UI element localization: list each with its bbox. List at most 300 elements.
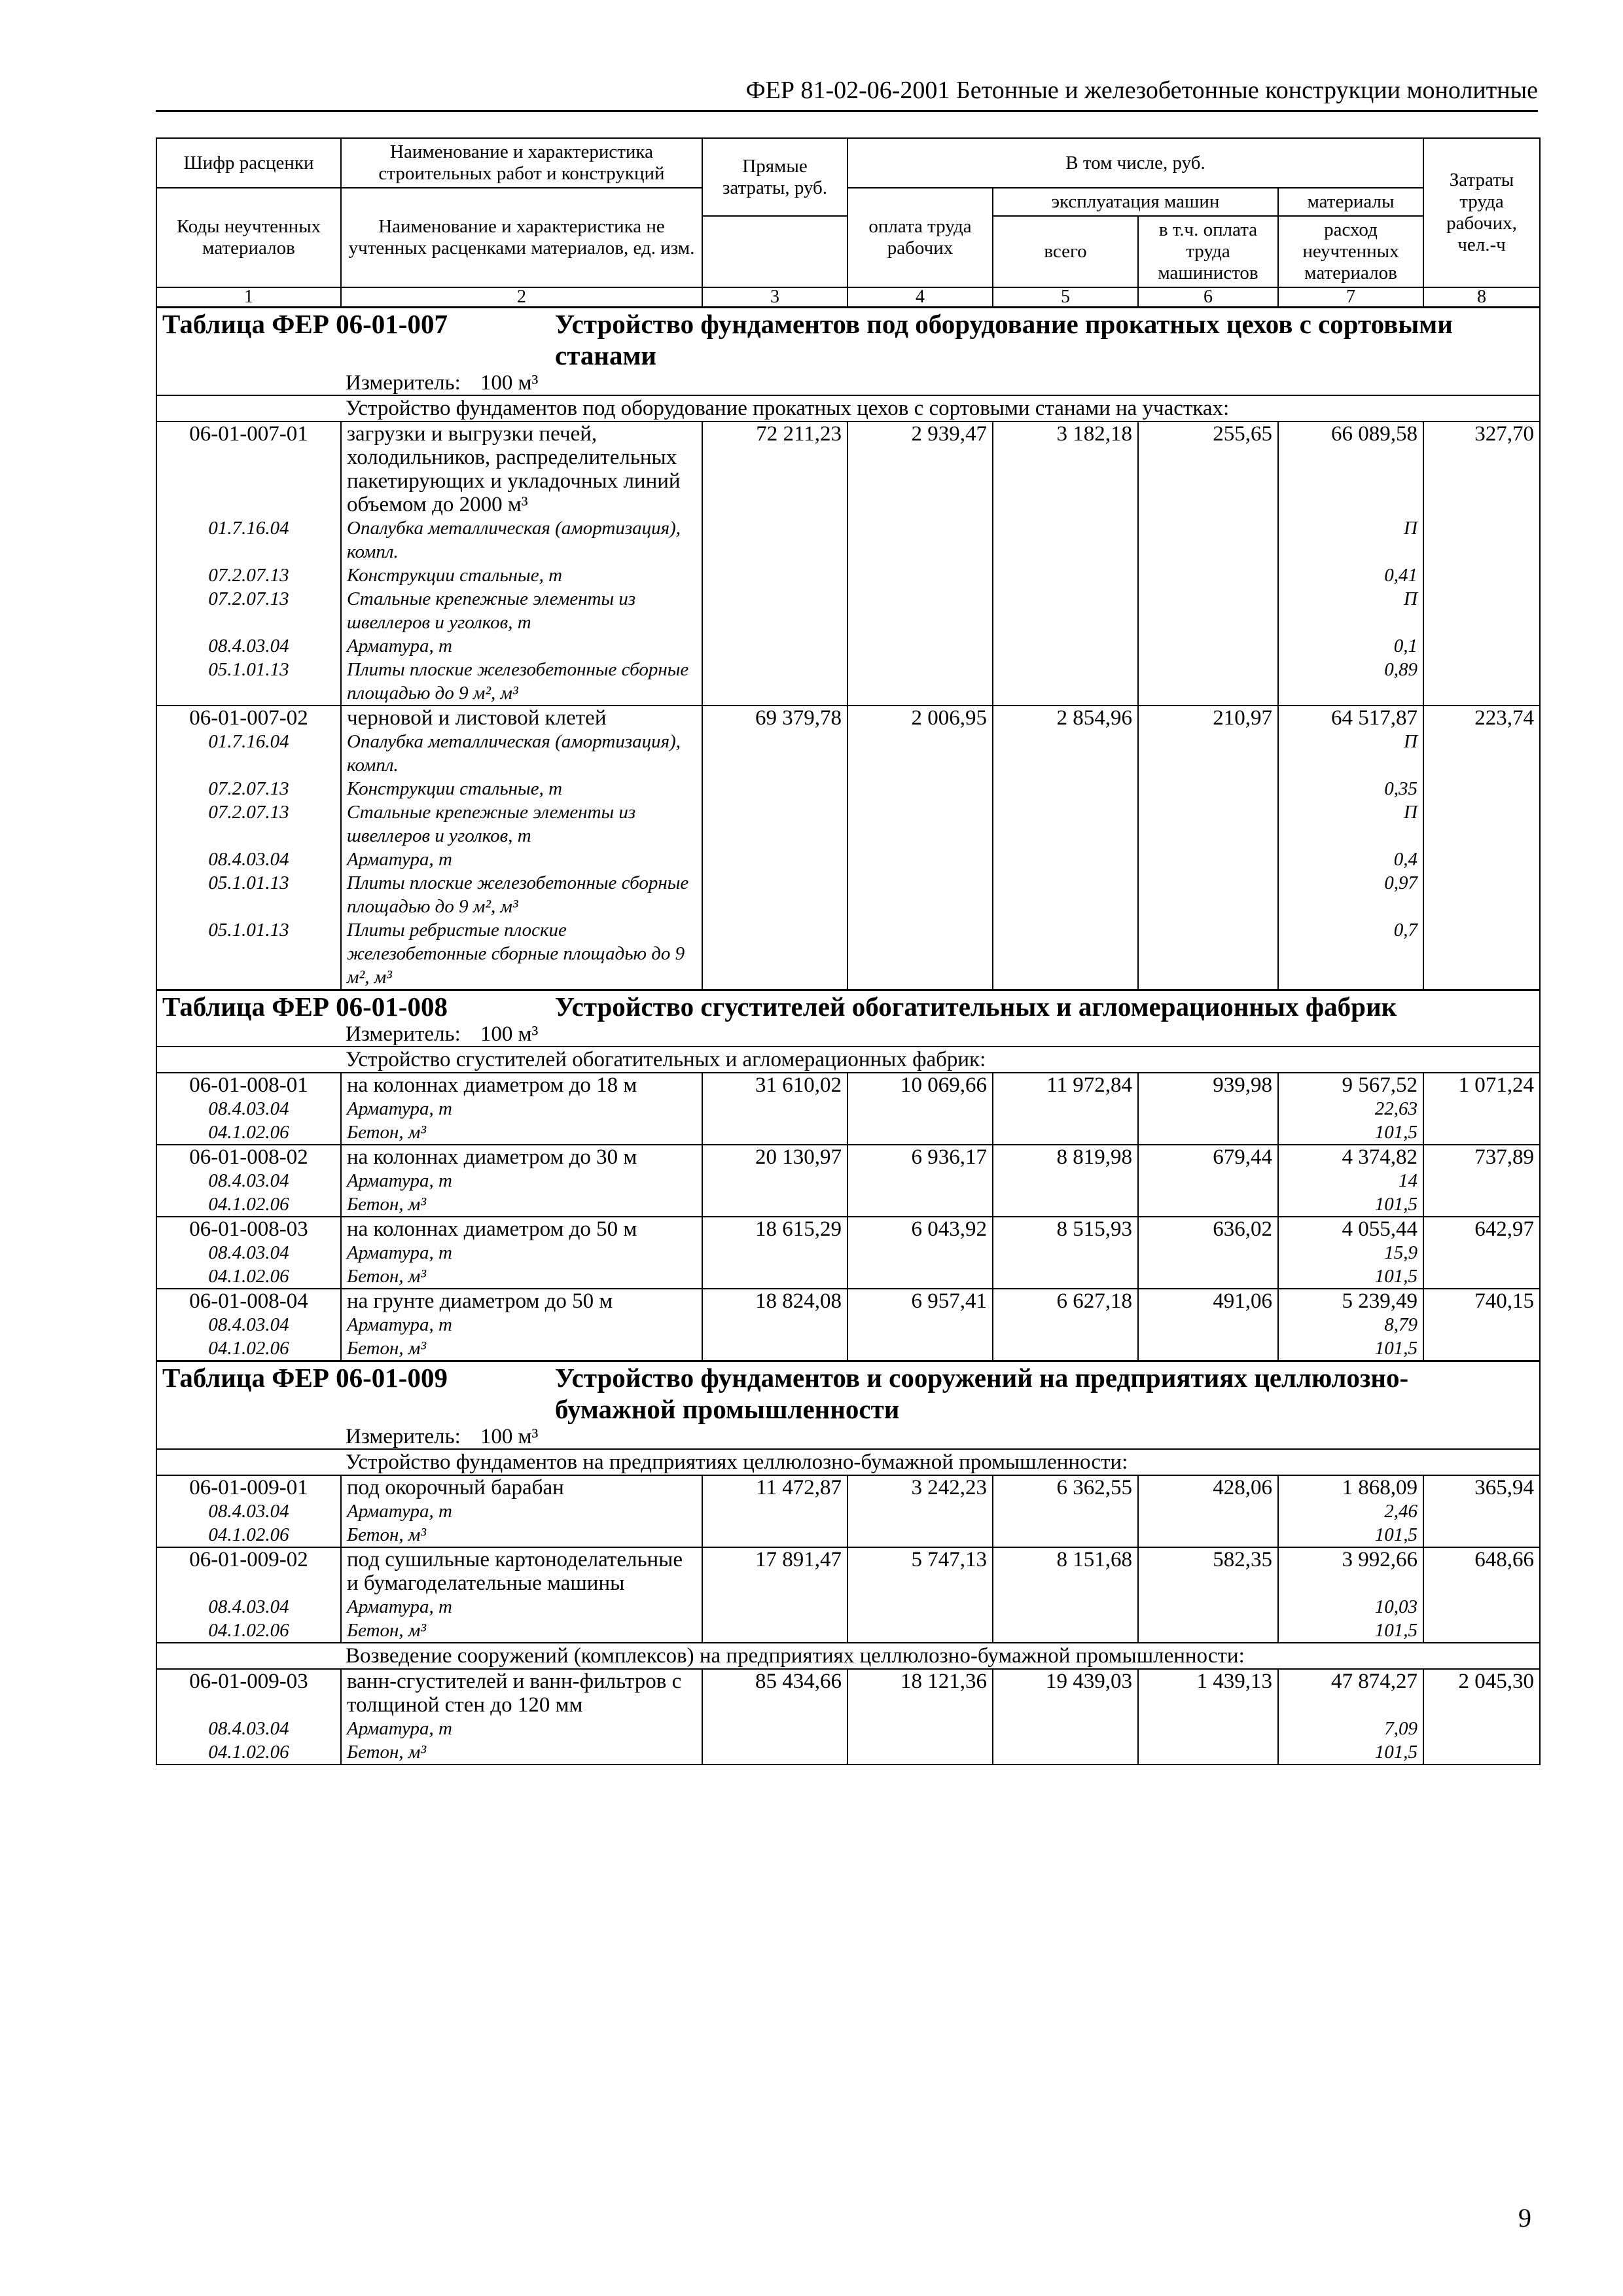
material-row (156, 1313, 1540, 1336)
empty-cell (702, 1619, 847, 1643)
empty-cell (993, 1121, 1138, 1145)
empty-cell (702, 634, 847, 658)
material-code: 04.1.02.06 (156, 1193, 341, 1217)
material-row (156, 871, 1540, 918)
material-consumption: 101,5 (1278, 1336, 1423, 1361)
column-number: 6 (1138, 287, 1278, 308)
empty-cell (993, 516, 1138, 564)
rate-machinists: 939,98 (1138, 1073, 1278, 1097)
empty-cell (1138, 1313, 1278, 1336)
empty-cell (1423, 730, 1540, 777)
material-name: Плиты плоские железобетонные сборные площадью до 9 м², м³ (341, 658, 702, 706)
meter-value: 100 м³ (480, 371, 539, 395)
rate-row (156, 1217, 1540, 1241)
empty-cell (993, 777, 1138, 800)
empty-cell (993, 1313, 1138, 1336)
rate-direct-cost: 11 472,87 (702, 1475, 847, 1499)
empty-cell (702, 516, 847, 564)
material-name: Арматура, т (341, 1595, 702, 1619)
rate-materials: 4 374,82 (1278, 1145, 1423, 1169)
empty-cell (993, 1169, 1138, 1193)
material-consumption: 0,35 (1278, 777, 1423, 800)
rate-materials: 5 239,49 (1278, 1289, 1423, 1313)
rate-machinists: 210,97 (1138, 706, 1278, 730)
material-code: 08.4.03.04 (156, 1241, 341, 1265)
material-row (156, 1595, 1540, 1619)
empty-cell (993, 1717, 1138, 1740)
empty-cell (702, 730, 847, 777)
rate-direct-cost: 69 379,78 (702, 706, 847, 730)
column-number: 3 (702, 287, 847, 308)
rate-machinists: 1 439,13 (1138, 1669, 1278, 1717)
material-consumption: 14 (1278, 1169, 1423, 1193)
material-consumption: 101,5 (1278, 1619, 1423, 1643)
material-consumption: 8,79 (1278, 1313, 1423, 1336)
empty-cell (702, 1097, 847, 1121)
empty-cell (993, 871, 1138, 918)
empty-cell (1423, 587, 1540, 634)
material-consumption: 10,03 (1278, 1595, 1423, 1619)
rate-materials: 4 055,44 (1278, 1217, 1423, 1241)
material-code: 07.2.07.13 (156, 777, 341, 800)
table-header (156, 138, 1540, 308)
material-consumption: 101,5 (1278, 1523, 1423, 1547)
material-code: 08.4.03.04 (156, 848, 341, 871)
rate-row (156, 1669, 1540, 1717)
material-name: Арматура, т (341, 1313, 702, 1336)
rate-wages: 2 006,95 (847, 706, 993, 730)
material-row (156, 1499, 1540, 1523)
table-code: Таблица ФЕР 06-01-009 (162, 1363, 448, 1393)
material-row (156, 658, 1540, 706)
col-materials-header: материалы (1278, 188, 1423, 216)
material-code: 08.4.03.04 (156, 1097, 341, 1121)
rate-direct-cost: 17 891,47 (702, 1547, 847, 1595)
material-row (156, 1717, 1540, 1740)
rate-materials: 1 868,09 (1278, 1475, 1423, 1499)
rate-machinists: 255,65 (1138, 422, 1278, 516)
empty-cell (702, 587, 847, 634)
empty-cell (847, 1499, 993, 1523)
empty-cell (847, 1241, 993, 1265)
rate-materials: 9 567,52 (1278, 1073, 1423, 1097)
rate-machinists: 428,06 (1138, 1475, 1278, 1499)
empty-cell (702, 1265, 847, 1289)
rate-labor: 327,70 (1423, 422, 1540, 516)
group-title-cell (156, 1449, 1540, 1475)
rate-name: под сушильные картоноделательные и бумагоделательные машины (341, 1547, 702, 1595)
rate-materials: 3 992,66 (1278, 1547, 1423, 1595)
group-title: Возведение сооружений (комплексов) на предприятиях целлюлозно-бумажной промышленности: (346, 1644, 1245, 1668)
material-code: 04.1.02.06 (156, 1336, 341, 1361)
empty-cell (847, 777, 993, 800)
rate-row (156, 1073, 1540, 1097)
rate-code: 06-01-008-04 (156, 1289, 341, 1313)
material-row (156, 516, 1540, 564)
group-title-cell (156, 1047, 1540, 1073)
material-code: 05.1.01.13 (156, 918, 341, 990)
empty-cell (702, 658, 847, 706)
rate-labor: 740,15 (1423, 1289, 1540, 1313)
material-row (156, 564, 1540, 587)
material-row (156, 848, 1540, 871)
empty-cell (847, 1193, 993, 1217)
empty-cell (702, 1717, 847, 1740)
empty-cell (993, 1619, 1138, 1643)
empty-cell (993, 1241, 1138, 1265)
material-code: 07.2.07.13 (156, 587, 341, 634)
empty-cell (1423, 1265, 1540, 1289)
rate-code: 06-01-009-03 (156, 1669, 341, 1717)
empty-cell (1423, 848, 1540, 871)
rate-materials: 66 089,58 (1278, 422, 1423, 516)
empty-cell (702, 1313, 847, 1336)
empty-cell (1138, 1523, 1278, 1547)
empty-cell (702, 1595, 847, 1619)
rate-machines: 8 151,68 (993, 1547, 1138, 1595)
material-row (156, 1619, 1540, 1643)
rate-name: ванн-сгустителей и ванн-фильтров с толщиной стен до 120 мм (341, 1669, 702, 1717)
empty-cell (993, 587, 1138, 634)
rate-machines: 11 972,84 (993, 1073, 1138, 1097)
table-title-row (156, 1361, 1540, 1426)
empty-cell (847, 516, 993, 564)
rate-labor: 2 045,30 (1423, 1669, 1540, 1717)
empty-cell (1138, 564, 1278, 587)
empty-cell (993, 800, 1138, 848)
empty-cell (1423, 1193, 1540, 1217)
empty-cell (1423, 1619, 1540, 1643)
rate-direct-cost: 18 824,08 (702, 1289, 847, 1313)
material-name: Опалубка металлическая (амортизация), компл. (341, 730, 702, 777)
empty-cell (1138, 800, 1278, 848)
empty-cell (847, 918, 993, 990)
running-header: ФЕР 81-02-06-2001 Бетонные и железобетонные конструкции монолитные (156, 73, 1538, 112)
material-name: Арматура, т (341, 1097, 702, 1121)
material-name: Конструкции стальные, т (341, 777, 702, 800)
meter-row (156, 1425, 1540, 1449)
material-consumption: 0,97 (1278, 871, 1423, 918)
material-row (156, 1336, 1540, 1361)
empty-cell (702, 777, 847, 800)
material-name: Плиты ребристые плоские железобетонные сборные площадью до 9 м², м³ (341, 918, 702, 990)
group-title: Устройство фундаментов под оборудование прокатных цехов с сортовыми станами на участках: (346, 397, 1230, 420)
table-title-row (156, 308, 1540, 372)
material-code: 04.1.02.06 (156, 1740, 341, 1765)
rate-machines: 8 819,98 (993, 1145, 1138, 1169)
empty-cell (993, 848, 1138, 871)
empty-cell (1138, 634, 1278, 658)
meter-cell (156, 1425, 1540, 1449)
empty-cell (847, 1523, 993, 1547)
material-consumption: 101,5 (1278, 1193, 1423, 1217)
table-body (156, 308, 1540, 1765)
empty-cell (847, 1121, 993, 1145)
empty-cell (847, 587, 993, 634)
material-consumption: П (1278, 730, 1423, 777)
col-labor-header: Затраты труда рабочих, чел.-ч (1423, 138, 1540, 287)
material-code: 08.4.03.04 (156, 634, 341, 658)
empty-cell (1423, 1241, 1540, 1265)
empty-cell (1423, 658, 1540, 706)
table-title-row (156, 990, 1540, 1023)
material-row (156, 1740, 1540, 1765)
empty-cell (993, 1499, 1138, 1523)
empty-cell (847, 1265, 993, 1289)
empty-cell (1138, 1717, 1278, 1740)
rate-direct-cost: 20 130,97 (702, 1145, 847, 1169)
material-name: Бетон, м³ (341, 1740, 702, 1765)
empty-cell (1423, 1313, 1540, 1336)
group-row (156, 1047, 1540, 1073)
empty-cell (1423, 1717, 1540, 1740)
rate-labor: 648,66 (1423, 1547, 1540, 1595)
empty-cell (1138, 1336, 1278, 1361)
material-consumption: П (1278, 516, 1423, 564)
material-code: 08.4.03.04 (156, 1717, 341, 1740)
material-name: Бетон, м³ (341, 1121, 702, 1145)
material-consumption: 0,7 (1278, 918, 1423, 990)
empty-cell (993, 1265, 1138, 1289)
meter-cell (156, 371, 1540, 395)
table-title (156, 308, 1540, 372)
table-code: Таблица ФЕР 06-01-007 (162, 309, 448, 339)
column-number: 1 (156, 287, 341, 308)
meter-label: Измеритель: (346, 371, 461, 395)
empty-cell (847, 1169, 993, 1193)
empty-cell (847, 634, 993, 658)
empty-cell (1423, 1097, 1540, 1121)
table-code: Таблица ФЕР 06-01-008 (162, 992, 448, 1022)
table-title (156, 990, 1540, 1023)
rate-name: на грунте диаметром до 50 м (341, 1289, 702, 1313)
group-row (156, 395, 1540, 422)
rate-wages: 6 936,17 (847, 1145, 993, 1169)
meter-value: 100 м³ (480, 1022, 539, 1046)
material-code: 08.4.03.04 (156, 1313, 341, 1336)
col-cipher-header: Шифр расценки (156, 138, 341, 188)
empty-cell (702, 1121, 847, 1145)
empty-cell (1138, 1740, 1278, 1765)
rate-code: 06-01-007-01 (156, 422, 341, 516)
material-row (156, 634, 1540, 658)
empty-cell (1423, 564, 1540, 587)
material-name: Арматура, т (341, 1717, 702, 1740)
empty-cell (1138, 1121, 1278, 1145)
empty-cell (993, 1523, 1138, 1547)
empty-cell (993, 658, 1138, 706)
empty-cell (1138, 587, 1278, 634)
column-number: 5 (993, 287, 1138, 308)
material-code: 08.4.03.04 (156, 1499, 341, 1523)
material-row (156, 1121, 1540, 1145)
rate-materials: 47 874,27 (1278, 1669, 1423, 1717)
rate-row (156, 706, 1540, 730)
rate-code: 06-01-007-02 (156, 706, 341, 730)
empty-cell (702, 1193, 847, 1217)
empty-cell (993, 1336, 1138, 1361)
empty-cell (847, 658, 993, 706)
material-row (156, 1523, 1540, 1547)
empty-cell (702, 1740, 847, 1765)
meter-label: Измеритель: (346, 1425, 461, 1448)
rate-name: на колоннах диаметром до 50 м (341, 1217, 702, 1241)
rate-row (156, 1547, 1540, 1595)
material-name: Конструкции стальные, т (341, 564, 702, 587)
empty-cell (847, 1740, 993, 1765)
empty-cell (1423, 800, 1540, 848)
table-name: Устройство фундаментов и сооружений на предприятиях целлюлозно-бумажной промышленности (555, 1363, 1409, 1424)
rate-labor: 642,97 (1423, 1217, 1540, 1241)
column-number: 8 (1423, 287, 1540, 308)
empty-cell (993, 634, 1138, 658)
empty-cell (1423, 777, 1540, 800)
material-consumption: П (1278, 800, 1423, 848)
empty-cell (847, 1313, 993, 1336)
rate-machines: 3 182,18 (993, 422, 1138, 516)
empty-cell (1138, 1595, 1278, 1619)
rate-code: 06-01-009-02 (156, 1547, 341, 1595)
group-title-cell (156, 395, 1540, 422)
empty-cell (1138, 777, 1278, 800)
rate-wages: 5 747,13 (847, 1547, 993, 1595)
material-consumption: 0,4 (1278, 848, 1423, 871)
col-material-name-header: Наименование и характеристика не учтенных расценками материалов, ед. изм. (341, 188, 702, 287)
empty-cell (847, 1097, 993, 1121)
empty-cell (702, 1241, 847, 1265)
empty-cell (993, 730, 1138, 777)
col-materials-sub-header: расход неучтенных материалов (1278, 216, 1423, 287)
empty-cell (1138, 1499, 1278, 1523)
empty-cell (1138, 1193, 1278, 1217)
empty-cell (1138, 1097, 1278, 1121)
empty-cell (702, 564, 847, 587)
material-consumption: 0,89 (1278, 658, 1423, 706)
empty-cell (1138, 658, 1278, 706)
empty-cell (702, 800, 847, 848)
rate-labor: 1 071,24 (1423, 1073, 1540, 1097)
material-code: 07.2.07.13 (156, 800, 341, 848)
rate-machinists: 636,02 (1138, 1217, 1278, 1241)
material-row (156, 1097, 1540, 1121)
rate-wages: 6 957,41 (847, 1289, 993, 1313)
rate-direct-cost: 18 615,29 (702, 1217, 847, 1241)
rate-code: 06-01-009-01 (156, 1475, 341, 1499)
table-title (156, 1361, 1540, 1426)
rate-direct-cost: 72 211,23 (702, 422, 847, 516)
material-name: Арматура, т (341, 1169, 702, 1193)
empty-cell (847, 730, 993, 777)
material-name: Бетон, м³ (341, 1523, 702, 1547)
material-consumption: 7,09 (1278, 1717, 1423, 1740)
empty-cell (1423, 871, 1540, 918)
empty-cell (993, 918, 1138, 990)
material-row (156, 1169, 1540, 1193)
rate-row (156, 1145, 1540, 1169)
page-number: 9 (1518, 2203, 1531, 2233)
empty-cell (1138, 1619, 1278, 1643)
material-row (156, 1265, 1540, 1289)
empty-cell (1138, 516, 1278, 564)
table-name: Устройство сгустителей обогатительных и агломерационных фабрик (555, 992, 1397, 1022)
rate-wages: 3 242,23 (847, 1475, 993, 1499)
material-name: Плиты плоские железобетонные сборные площадью до 9 м², м³ (341, 871, 702, 918)
empty-cell (702, 1169, 847, 1193)
material-consumption: 0,41 (1278, 564, 1423, 587)
meter-row (156, 1022, 1540, 1047)
rate-machines: 6 362,55 (993, 1475, 1138, 1499)
empty-cell (847, 1717, 993, 1740)
material-name: Опалубка металлическая (амортизация), компл. (341, 516, 702, 564)
material-code: 08.4.03.04 (156, 1169, 341, 1193)
material-consumption: 101,5 (1278, 1121, 1423, 1145)
rate-labor: 737,89 (1423, 1145, 1540, 1169)
material-row (156, 1241, 1540, 1265)
group-title: Устройство сгустителей обогатительных и агломерационных фабрик: (346, 1048, 986, 1071)
rate-name: на колоннах диаметром до 30 м (341, 1145, 702, 1169)
material-row (156, 587, 1540, 634)
material-code: 04.1.02.06 (156, 1121, 341, 1145)
rate-code: 06-01-008-03 (156, 1217, 341, 1241)
group-row (156, 1449, 1540, 1475)
rate-machinists: 582,35 (1138, 1547, 1278, 1595)
meter-label: Измеритель: (346, 1022, 461, 1046)
group-title: Устройство фундаментов на предприятиях целлюлозно-бумажной промышленности: (346, 1450, 1128, 1474)
material-name: Стальные крепежные элементы из швеллеров и уголков, т (341, 587, 702, 634)
rate-row (156, 422, 1540, 516)
group-title-cell (156, 1643, 1540, 1669)
empty-cell (1423, 1121, 1540, 1145)
rate-machines: 2 854,96 (993, 706, 1138, 730)
col-direct-header: Прямые затраты, руб. (702, 138, 847, 216)
empty-cell (1423, 1169, 1540, 1193)
material-row (156, 918, 1540, 990)
rate-name: на колоннах диаметром до 18 м (341, 1073, 702, 1097)
rate-machines: 19 439,03 (993, 1669, 1138, 1717)
empty-cell (847, 800, 993, 848)
material-consumption: 0,1 (1278, 634, 1423, 658)
rate-wages: 10 069,66 (847, 1073, 993, 1097)
rate-row (156, 1289, 1540, 1313)
material-code: 05.1.01.13 (156, 871, 341, 918)
material-code: 01.7.16.04 (156, 516, 341, 564)
empty-cell (847, 1595, 993, 1619)
empty-cell (1423, 1499, 1540, 1523)
rate-name: под окорочный барабан (341, 1475, 702, 1499)
material-code: 01.7.16.04 (156, 730, 341, 777)
col-direct-spacer (702, 216, 847, 287)
material-row (156, 730, 1540, 777)
col-wages-header: оплата труда рабочих (847, 188, 993, 287)
rate-name: загрузки и выгрузки печей, холодильников, распределительных пакетирующих и укладочных линий объемом до 2000 м³ (341, 422, 702, 516)
col-machinists-header: в т.ч. оплата труда машинистов (1138, 216, 1278, 287)
material-name: Арматура, т (341, 1499, 702, 1523)
material-consumption: 101,5 (1278, 1265, 1423, 1289)
meter-row (156, 371, 1540, 395)
empty-cell (1423, 516, 1540, 564)
rate-code: 06-01-008-01 (156, 1073, 341, 1097)
empty-cell (1138, 918, 1278, 990)
empty-cell (1138, 871, 1278, 918)
col-machines-header: эксплуатация машин (993, 188, 1278, 216)
empty-cell (993, 1097, 1138, 1121)
rate-machinists: 679,44 (1138, 1145, 1278, 1169)
rate-direct-cost: 31 610,02 (702, 1073, 847, 1097)
rate-wages: 6 043,92 (847, 1217, 993, 1241)
material-name: Арматура, т (341, 634, 702, 658)
empty-cell (702, 848, 847, 871)
meter-value: 100 м³ (480, 1425, 539, 1448)
